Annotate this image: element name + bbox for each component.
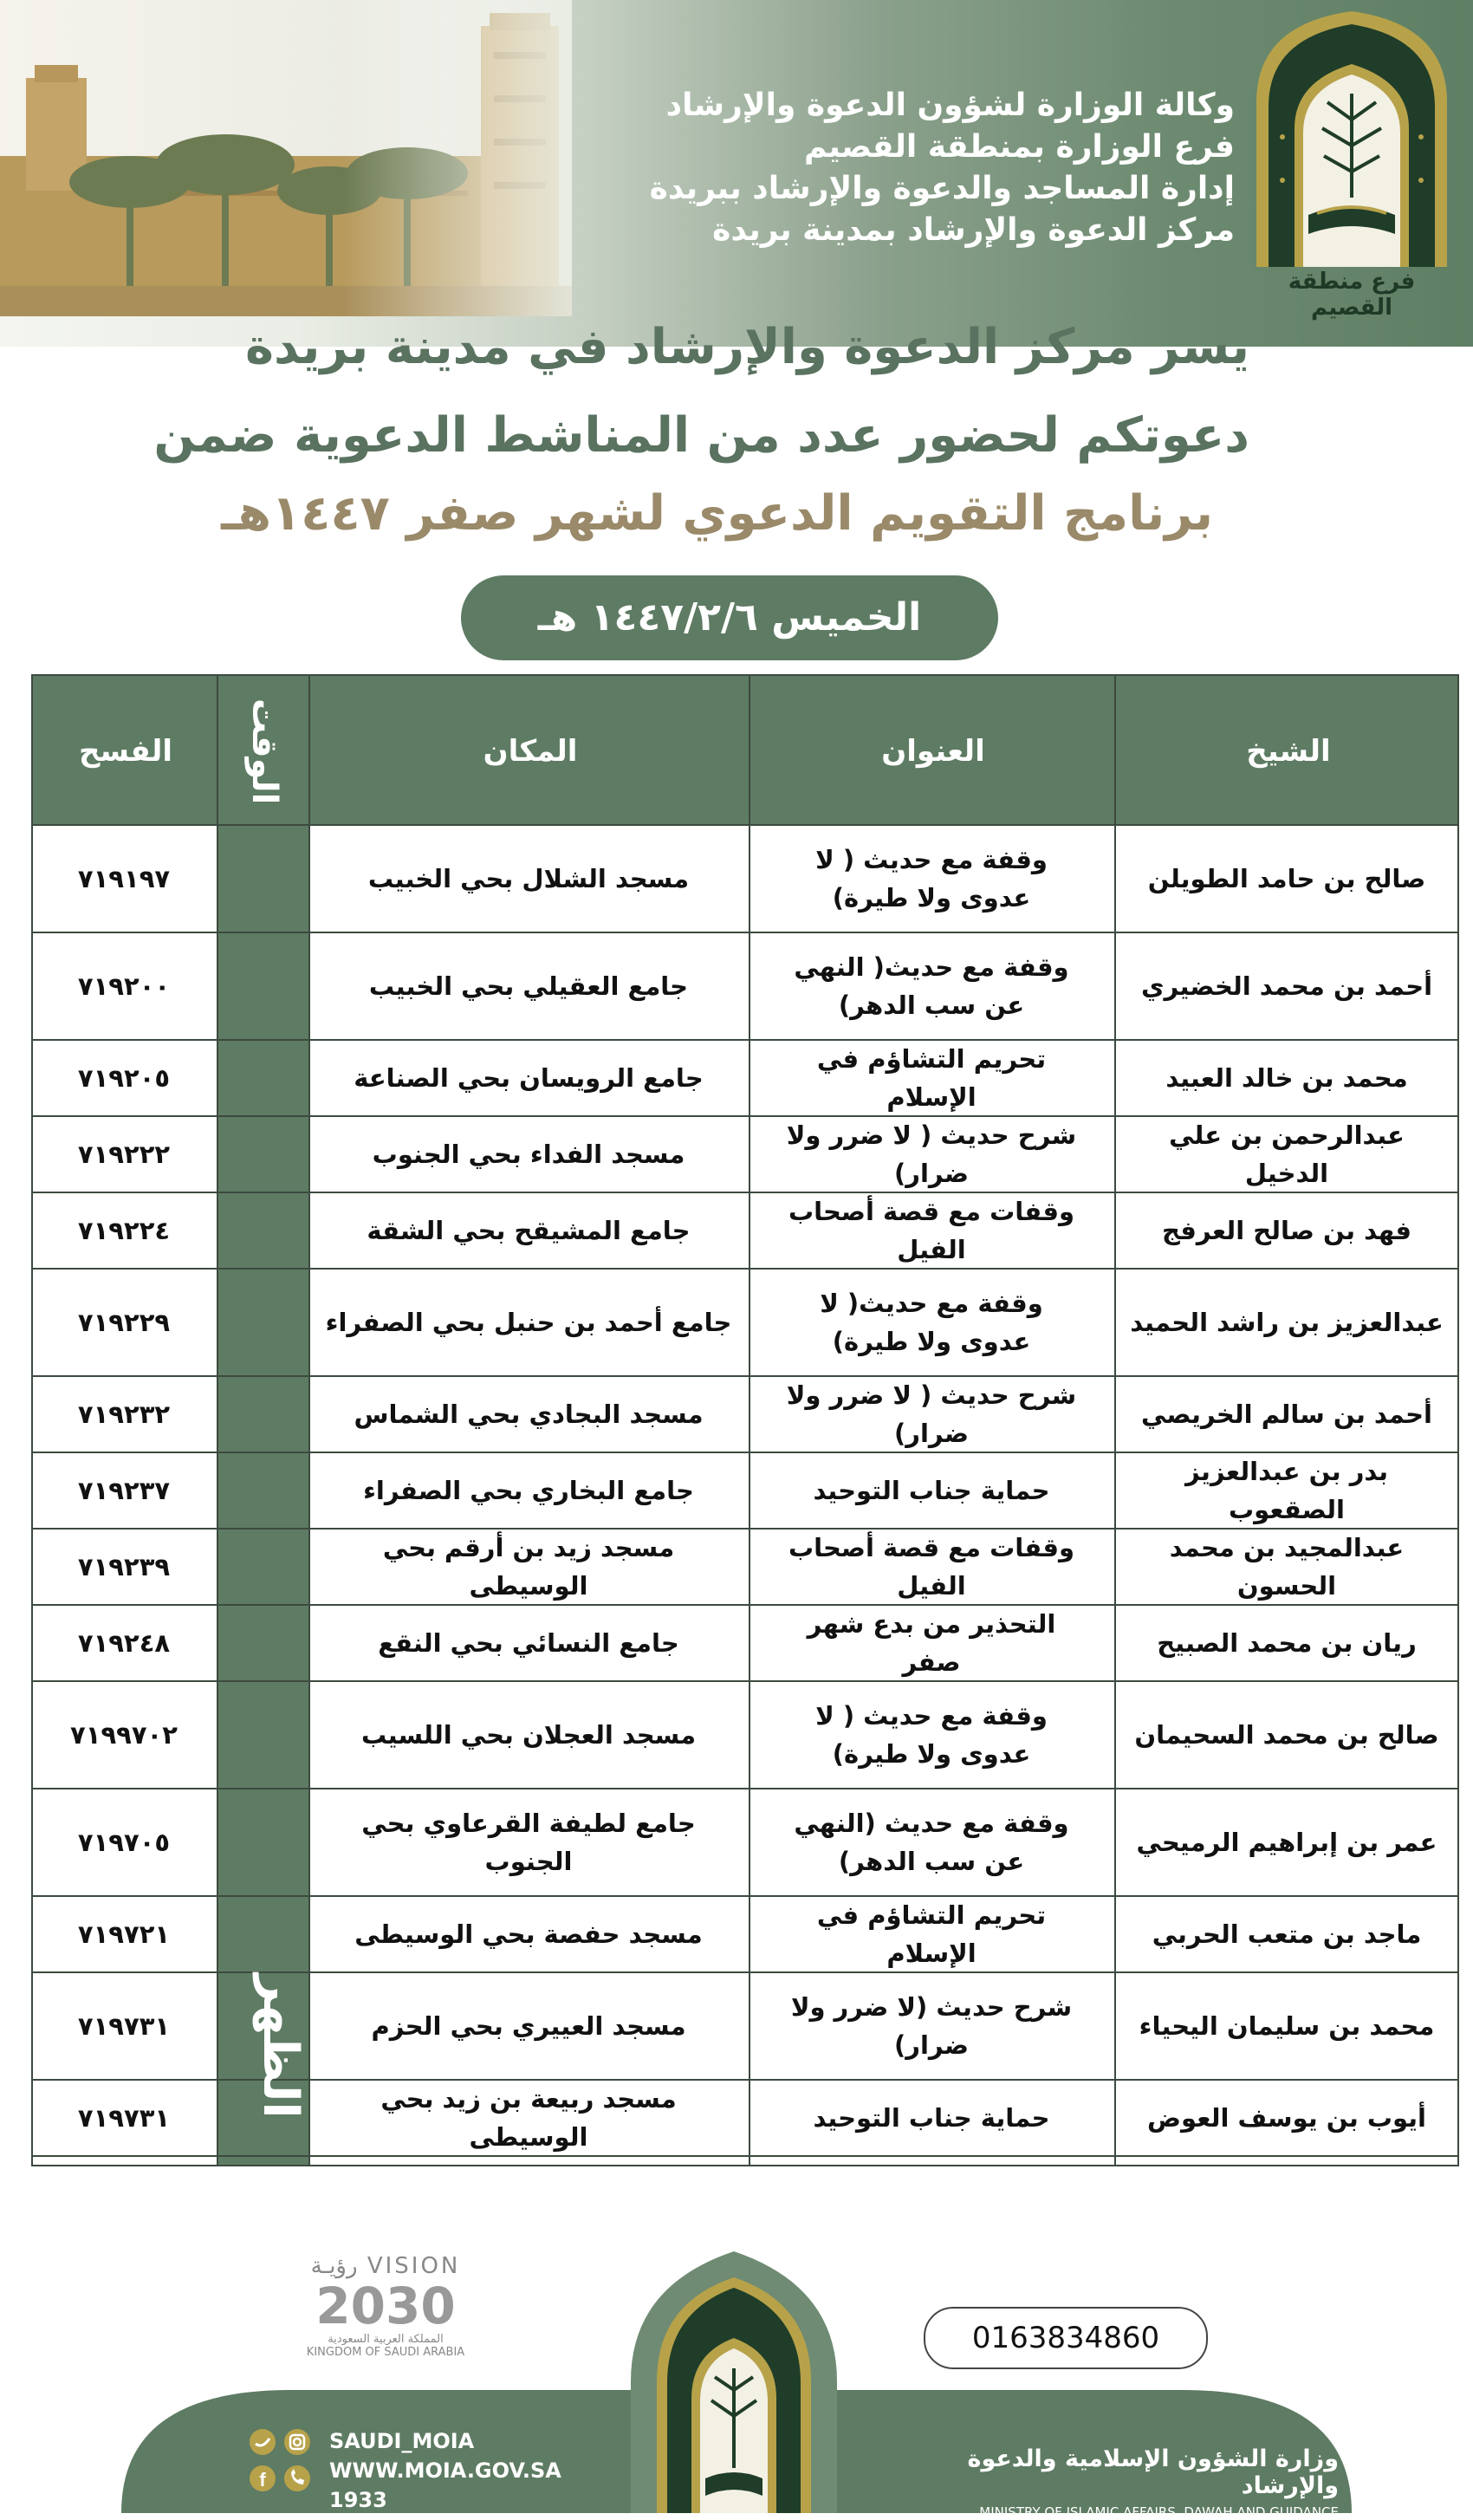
ministry-name-ar: وزارة الشؤون الإسلامية والدعوة والإرشاد bbox=[967, 2445, 1339, 2499]
website-link[interactable]: WWW.MOIA.GOV.SA bbox=[329, 2458, 561, 2483]
vision-sub-en: KINGDOM OF SAUDI ARABIA bbox=[306, 2346, 465, 2359]
cell-sheikh: عبدالعزيز بن راشد الحميد bbox=[1130, 1308, 1444, 1337]
phone-number[interactable]: 0163834860 bbox=[924, 2307, 1208, 2369]
cell-title: وقفة مع حديث( النهي عن سب الدهر) bbox=[794, 952, 1069, 1020]
invitation-line: برنامج التقويم الدعوي لشهر صفر ١٤٤٧هـ bbox=[221, 485, 1213, 542]
table-row bbox=[31, 1682, 1459, 1789]
mosque-photo bbox=[0, 0, 572, 316]
cell-fasah: ٧١٩٢٣٩ bbox=[77, 1552, 171, 1581]
cell-fasah: ٧١٩٧٠٥ bbox=[77, 1828, 171, 1857]
table-row bbox=[31, 1789, 1459, 1897]
cell-title: تحريم التشاؤم في الإسلام bbox=[816, 1044, 1047, 1112]
cell-fasah: ٧١٩٢٣٢ bbox=[77, 1400, 171, 1429]
table-row bbox=[31, 1453, 1459, 1530]
agency-line: مركز الدعوة والإرشاد بمدينة بريدة bbox=[712, 212, 1235, 248]
cell-title: شرح حديث ( لا ضرر ولا ضرار) bbox=[786, 1380, 1077, 1448]
cell-sheikh: ريان بن محمد الصبيح bbox=[1157, 1628, 1417, 1658]
cell-sheikh: أحمد بن محمد الخضيري bbox=[1140, 971, 1433, 1001]
cell-title: التحذير من بدع شهر صفر bbox=[807, 1609, 1056, 1677]
cell-sheikh: صالح بن حامد الطويلن bbox=[1147, 864, 1426, 893]
cell-sheikh: صالح بن محمد السحيمان bbox=[1134, 1720, 1439, 1750]
cell-title: وقفة مع حديث( لا عدوى ولا طيرة) bbox=[820, 1289, 1043, 1356]
table-row bbox=[31, 1606, 1459, 1682]
facebook-icon[interactable] bbox=[250, 2465, 276, 2491]
cell-fasah: ٧١٩٩٧٠٢ bbox=[70, 1720, 178, 1750]
cell-place: مسجد العييري بحي الحزم bbox=[371, 2011, 686, 2041]
agency-lines bbox=[649, 85, 1235, 251]
twitter-icon[interactable] bbox=[250, 2429, 276, 2455]
cell-fasah: ٧١٩٢٤٨ bbox=[77, 1628, 171, 1658]
header-title: العنوان bbox=[881, 734, 985, 769]
cell-sheikh: ماجد بن متعب الحربي bbox=[1152, 1919, 1422, 1949]
agency-line: وكالة الوزارة لشؤون الدعوة والإرشاد bbox=[665, 88, 1235, 123]
cell-title: شرح حديث ( لا ضرر ولا ضرار) bbox=[786, 1120, 1077, 1188]
ministry-name-en: MINISTRY OF ISLAMIC AFFAIRS, DAWAH AND GUIDANCE bbox=[979, 2504, 1339, 2520]
schedule-table bbox=[31, 674, 1459, 2166]
header-fasah: الفسح bbox=[79, 734, 172, 769]
cell-fasah: ٧١٩٧٢١ bbox=[77, 1919, 171, 1949]
table-header bbox=[31, 674, 1459, 826]
invitation-line: دعوتكم لحضور عدد من المناشط الدعوية ضمن bbox=[153, 407, 1249, 464]
vision-word: VISION bbox=[367, 2253, 461, 2279]
cell-fasah: ٧١٩٢٣٧ bbox=[77, 1476, 171, 1505]
table-row bbox=[31, 826, 1459, 933]
table-row bbox=[31, 1377, 1459, 1453]
invitation-line: يسر مركز الدعوة والإرشاد في مدينة بريدة bbox=[245, 319, 1249, 375]
cell-place: جامع المشيقح بحي الشقة bbox=[367, 1216, 691, 1245]
cell-fasah: ٧١٩٢٢٩ bbox=[77, 1308, 171, 1337]
instagram-icon[interactable] bbox=[284, 2429, 310, 2455]
cell-sheikh: عمر بن إبراهيم الرميحي bbox=[1136, 1828, 1437, 1857]
vision-year: 2030 bbox=[315, 2276, 456, 2335]
header-place: المكان bbox=[483, 734, 578, 769]
cell-fasah: ٧١٩٢٢٢ bbox=[77, 1140, 171, 1169]
cell-title: وقفات مع قصة أصحاب الفيل bbox=[788, 1197, 1075, 1264]
cell-sheikh: أحمد بن سالم الخريصي bbox=[1141, 1400, 1432, 1429]
cell-title: وقفات مع قصة أصحاب الفيل bbox=[788, 1533, 1075, 1601]
cell-place: مسجد حفصة بحي الوسيطى bbox=[354, 1919, 703, 1949]
contact-info bbox=[329, 2426, 589, 2515]
date-badge: الخميس ١٤٤٧/٢/٦ هـ bbox=[461, 575, 998, 660]
social-handle[interactable]: SAUDI_MOIA bbox=[329, 2429, 475, 2453]
cell-fasah: ٧١٩٢٠٠ bbox=[77, 971, 171, 1001]
cell-place: جامع النسائي بحي النقع bbox=[378, 1628, 679, 1658]
cell-fasah: ٧١٩١٩٧ bbox=[77, 864, 171, 893]
vision-2030-logo bbox=[295, 2253, 477, 2359]
cell-fasah: ٧١٩٢٠٥ bbox=[77, 1063, 171, 1093]
cell-title: وقفة مع حديث ( لا عدوى ولا طيرة) bbox=[815, 1701, 1048, 1769]
table-row bbox=[31, 1041, 1459, 1117]
cell-sheikh: عبدالرحمن بن علي الدخيل bbox=[1169, 1120, 1405, 1188]
cell-title: حماية جناب التوحيد bbox=[813, 1476, 1050, 1505]
vision-sub-ar: المملكة العربية السعودية bbox=[328, 2333, 444, 2346]
cell-title: شرح حديث (لا ضرر ولا ضرار) bbox=[790, 1992, 1073, 2060]
agency-line: إدارة المساجد والدعوة والإرشاد ببريدة bbox=[649, 171, 1235, 206]
cell-place: مسجد الشلال بحي الخبيب bbox=[367, 864, 690, 893]
header-banner bbox=[0, 0, 1473, 347]
hotline-number[interactable]: 1933 bbox=[329, 2488, 387, 2512]
cell-title: تحريم التشاؤم في الإسلام bbox=[816, 1900, 1047, 1968]
table-row bbox=[31, 1193, 1459, 1270]
cell-place: مسجد الفداء بحي الجنوب bbox=[372, 1140, 685, 1169]
header-time: الوقت bbox=[244, 698, 284, 805]
cell-sheikh: فهد بن صالح العرفج bbox=[1162, 1216, 1411, 1245]
cell-place: جامع لطيفة القرعاوي بحي الجنوب bbox=[361, 1809, 696, 1876]
ministry-emblem-icon bbox=[1248, 7, 1456, 267]
time-value: الظهر bbox=[252, 1974, 308, 2119]
table-row bbox=[31, 933, 1459, 1041]
cell-place: جامع البخاري بحي الصفراء bbox=[363, 1476, 694, 1505]
table-row bbox=[31, 1530, 1459, 1606]
cell-title: وقفة مع حديث ( لا عدوى ولا طيرة) bbox=[815, 845, 1048, 913]
cell-place: مسجد ربيعة بن زيد بحي الوسيطى bbox=[380, 2084, 677, 2152]
cell-fasah: ٧١٩٧٣١ bbox=[77, 2011, 171, 2041]
cell-sheikh: عبدالمجيد بن محمد الحسون bbox=[1169, 1533, 1405, 1601]
cell-sheikh: أيوب بن يوسف العوض bbox=[1147, 2103, 1426, 2133]
ministry-emblem-icon bbox=[631, 2251, 837, 2513]
cell-sheikh: محمد بن خالد العبيد bbox=[1165, 1063, 1408, 1093]
cell-title: وقفة مع حديث (النهي عن سب الدهر) bbox=[794, 1809, 1069, 1876]
social-icons bbox=[247, 2426, 316, 2513]
branch-name: فرع منطقة القصيم bbox=[1288, 269, 1416, 321]
cell-place: جامع العقيلي بحي الخبيب bbox=[368, 971, 689, 1001]
cell-place: مسجد زيد بن أرقم بحي الوسيطى bbox=[382, 1533, 675, 1601]
agency-line: فرع الوزارة بمنطقة القصيم bbox=[804, 129, 1235, 165]
svg-text:f: f bbox=[259, 2469, 266, 2491]
cell-sheikh: بدر بن عبدالعزيز الصقعوب bbox=[1184, 1457, 1389, 1524]
table-row bbox=[31, 1897, 1459, 1973]
cell-place: مسجد البجادي بحي الشماس bbox=[354, 1400, 704, 1429]
cell-title: حماية جناب التوحيد bbox=[813, 2103, 1050, 2133]
cell-place: جامع أحمد بن حنبل بحي الصفراء bbox=[325, 1308, 732, 1337]
table-row bbox=[31, 1270, 1459, 1377]
vision-ar: رؤيـة bbox=[310, 2253, 358, 2279]
cell-sheikh: محمد بن سليمان اليحياء bbox=[1139, 2011, 1435, 2041]
ministry-name bbox=[866, 2445, 1339, 2520]
cell-place: جامع الرويسان بحي الصناعة bbox=[354, 1063, 704, 1093]
cell-place: مسجد العجلان بحي اللسيب bbox=[360, 1720, 697, 1750]
cell-fasah: ٧١٩٧٣١ bbox=[77, 2103, 171, 2133]
table-row bbox=[31, 1117, 1459, 1193]
cell-fasah: ٧١٩٢٢٤ bbox=[77, 1216, 171, 1245]
phone-icon[interactable] bbox=[284, 2465, 310, 2491]
header-sheikh: الشيخ bbox=[1246, 734, 1331, 769]
